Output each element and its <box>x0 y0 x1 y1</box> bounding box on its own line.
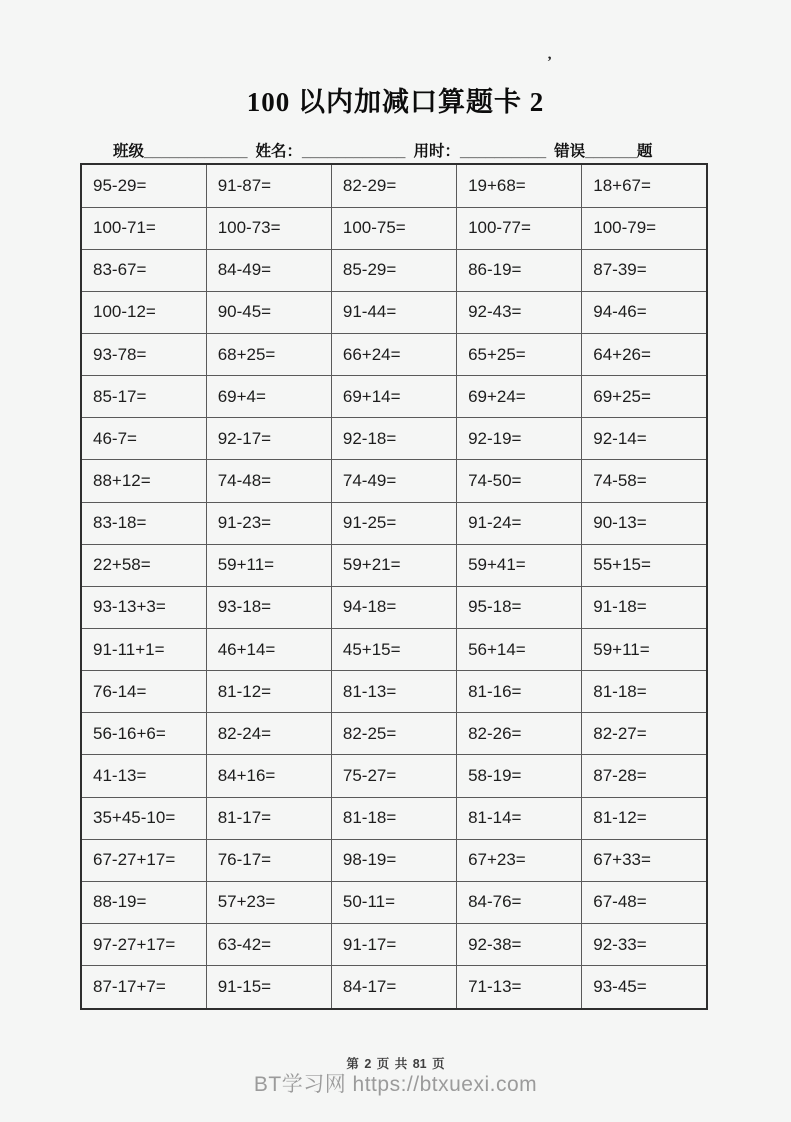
problem-cell: 84-17= <box>331 966 456 1009</box>
problem-cell: 74-50= <box>457 460 582 502</box>
problem-cell: 94-46= <box>582 291 707 333</box>
problem-cell: 100-71= <box>81 207 206 249</box>
problem-cell: 92-19= <box>457 418 582 460</box>
problem-cell: 75-27= <box>331 755 456 797</box>
problem-cell: 93-18= <box>206 586 331 628</box>
table-row <box>81 460 707 502</box>
problem-cell: 92-38= <box>457 924 582 966</box>
problem-cell: 50-11= <box>331 881 456 923</box>
problem-cell: 84+16= <box>206 755 331 797</box>
problem-cell: 85-17= <box>81 376 206 418</box>
table-row <box>81 797 707 839</box>
problem-cell: 71-13= <box>457 966 582 1009</box>
site-watermark: BT学习网 https://btxuexi.com <box>253 1073 538 1096</box>
problem-cell: 88+12= <box>81 460 206 502</box>
problem-cell: 91-25= <box>331 502 456 544</box>
problem-cell: 81-18= <box>582 671 707 713</box>
problem-cell: 90-45= <box>206 291 331 333</box>
problem-cell: 93-45= <box>582 966 707 1009</box>
problem-cell: 63-42= <box>206 924 331 966</box>
problem-cell: 65+25= <box>457 334 582 376</box>
problem-cell: 91-23= <box>206 502 331 544</box>
problem-cell: 81-17= <box>206 797 331 839</box>
table-row <box>81 207 707 249</box>
problem-cell: 92-18= <box>331 418 456 460</box>
table-row <box>81 376 707 418</box>
name-blank: ____________ <box>301 143 406 160</box>
problem-cell: 46-7= <box>81 418 206 460</box>
problem-cell: 87-39= <box>582 249 707 291</box>
problem-cell: 83-67= <box>81 249 206 291</box>
problem-cell: 69+25= <box>582 376 707 418</box>
problem-cell: 95-29= <box>81 164 206 207</box>
class-label: 班级 <box>113 143 145 160</box>
problem-cell: 84-76= <box>457 881 582 923</box>
problem-cell: 86-19= <box>457 249 582 291</box>
name-label: 姓名： <box>255 143 302 160</box>
error-label: 错误 <box>554 143 586 160</box>
time-label: 用时： <box>413 143 460 160</box>
problem-cell: 91-17= <box>331 924 456 966</box>
problem-cell: 19+68= <box>457 164 582 207</box>
page-number: 第 2 页 共 81 页 <box>346 1057 445 1071</box>
problem-cell: 59+21= <box>331 544 456 586</box>
table-row <box>81 924 707 966</box>
time-blank: __________ <box>459 143 547 160</box>
problem-cell: 100-73= <box>206 207 331 249</box>
problem-cell: 67+33= <box>582 839 707 881</box>
problem-cell: 81-12= <box>206 671 331 713</box>
problem-cell: 64+26= <box>582 334 707 376</box>
problem-cell: 18+67= <box>582 164 707 207</box>
problem-cell: 93-13+3= <box>81 586 206 628</box>
problem-cell: 91-11+1= <box>81 629 206 671</box>
problem-cell: 100-75= <box>331 207 456 249</box>
problems-table <box>80 163 708 1010</box>
problem-cell: 59+11= <box>582 629 707 671</box>
problem-cell: 82-29= <box>331 164 456 207</box>
problem-cell: 91-87= <box>206 164 331 207</box>
problem-cell: 76-14= <box>81 671 206 713</box>
page-title: 100 以内加减口算题卡 2 <box>246 87 545 117</box>
table-row <box>81 334 707 376</box>
problem-cell: 84-49= <box>206 249 331 291</box>
problem-cell: 97-27+17= <box>81 924 206 966</box>
problem-cell: 81-18= <box>331 797 456 839</box>
problem-cell: 59+41= <box>457 544 582 586</box>
problem-cell: 68+25= <box>206 334 331 376</box>
problem-cell: 82-25= <box>331 713 456 755</box>
table-row <box>81 713 707 755</box>
problem-cell: 98-19= <box>331 839 456 881</box>
problem-cell: 58-19= <box>457 755 582 797</box>
table-row <box>81 671 707 713</box>
problem-cell: 94-18= <box>331 586 456 628</box>
table-row <box>81 502 707 544</box>
problem-cell: 87-28= <box>582 755 707 797</box>
table-row <box>81 755 707 797</box>
problem-cell: 91-18= <box>582 586 707 628</box>
table-row <box>81 586 707 628</box>
problem-cell: 92-43= <box>457 291 582 333</box>
problem-cell: 100-79= <box>582 207 707 249</box>
table-row <box>81 544 707 586</box>
stray-mark: ’ <box>547 54 552 70</box>
problem-cell: 81-13= <box>331 671 456 713</box>
problem-cell: 91-24= <box>457 502 582 544</box>
problem-cell: 82-24= <box>206 713 331 755</box>
table-row <box>81 966 707 1009</box>
problem-cell: 55+15= <box>582 544 707 586</box>
problem-cell: 92-17= <box>206 418 331 460</box>
problem-cell: 59+11= <box>206 544 331 586</box>
table-row <box>81 629 707 671</box>
problem-cell: 91-15= <box>206 966 331 1009</box>
problem-cell: 83-18= <box>81 502 206 544</box>
problems-body <box>81 164 707 1009</box>
problem-cell: 81-12= <box>582 797 707 839</box>
table-row <box>81 839 707 881</box>
problem-cell: 91-44= <box>331 291 456 333</box>
problem-cell: 69+14= <box>331 376 456 418</box>
problem-cell: 67-27+17= <box>81 839 206 881</box>
problem-cell: 82-27= <box>582 713 707 755</box>
problem-cell: 22+58= <box>81 544 206 586</box>
problem-cell: 74-49= <box>331 460 456 502</box>
error-suffix-label: 题 <box>636 143 653 160</box>
error-blank: ______ <box>585 143 637 160</box>
problem-cell: 56-16+6= <box>81 713 206 755</box>
problem-cell: 74-58= <box>582 460 707 502</box>
problem-cell: 81-16= <box>457 671 582 713</box>
problem-cell: 67+23= <box>457 839 582 881</box>
problem-cell: 45+15= <box>331 629 456 671</box>
problem-cell: 92-33= <box>582 924 707 966</box>
table-row <box>81 249 707 291</box>
problem-cell: 81-14= <box>457 797 582 839</box>
table-row <box>81 164 707 207</box>
problem-cell: 93-78= <box>81 334 206 376</box>
table-row <box>81 291 707 333</box>
problem-cell: 76-17= <box>206 839 331 881</box>
student-info-line <box>80 139 708 161</box>
class-blank: ____________ <box>144 143 248 160</box>
problem-cell: 100-12= <box>81 291 206 333</box>
problem-cell: 46+14= <box>206 629 331 671</box>
problem-cell: 95-18= <box>457 586 582 628</box>
problem-cell: 56+14= <box>457 629 582 671</box>
problem-cell: 87-17+7= <box>81 966 206 1009</box>
problem-cell: 41-13= <box>81 755 206 797</box>
table-row <box>81 418 707 460</box>
problem-cell: 85-29= <box>331 249 456 291</box>
problem-cell: 66+24= <box>331 334 456 376</box>
problem-cell: 100-77= <box>457 207 582 249</box>
problem-cell: 90-13= <box>582 502 707 544</box>
problem-cell: 69+4= <box>206 376 331 418</box>
problem-cell: 88-19= <box>81 881 206 923</box>
problem-cell: 74-48= <box>206 460 331 502</box>
problem-cell: 92-14= <box>582 418 707 460</box>
problem-cell: 82-26= <box>457 713 582 755</box>
problem-cell: 69+24= <box>457 376 582 418</box>
problem-cell: 57+23= <box>206 881 331 923</box>
table-row <box>81 881 707 923</box>
problem-cell: 35+45-10= <box>81 797 206 839</box>
problem-cell: 67-48= <box>582 881 707 923</box>
